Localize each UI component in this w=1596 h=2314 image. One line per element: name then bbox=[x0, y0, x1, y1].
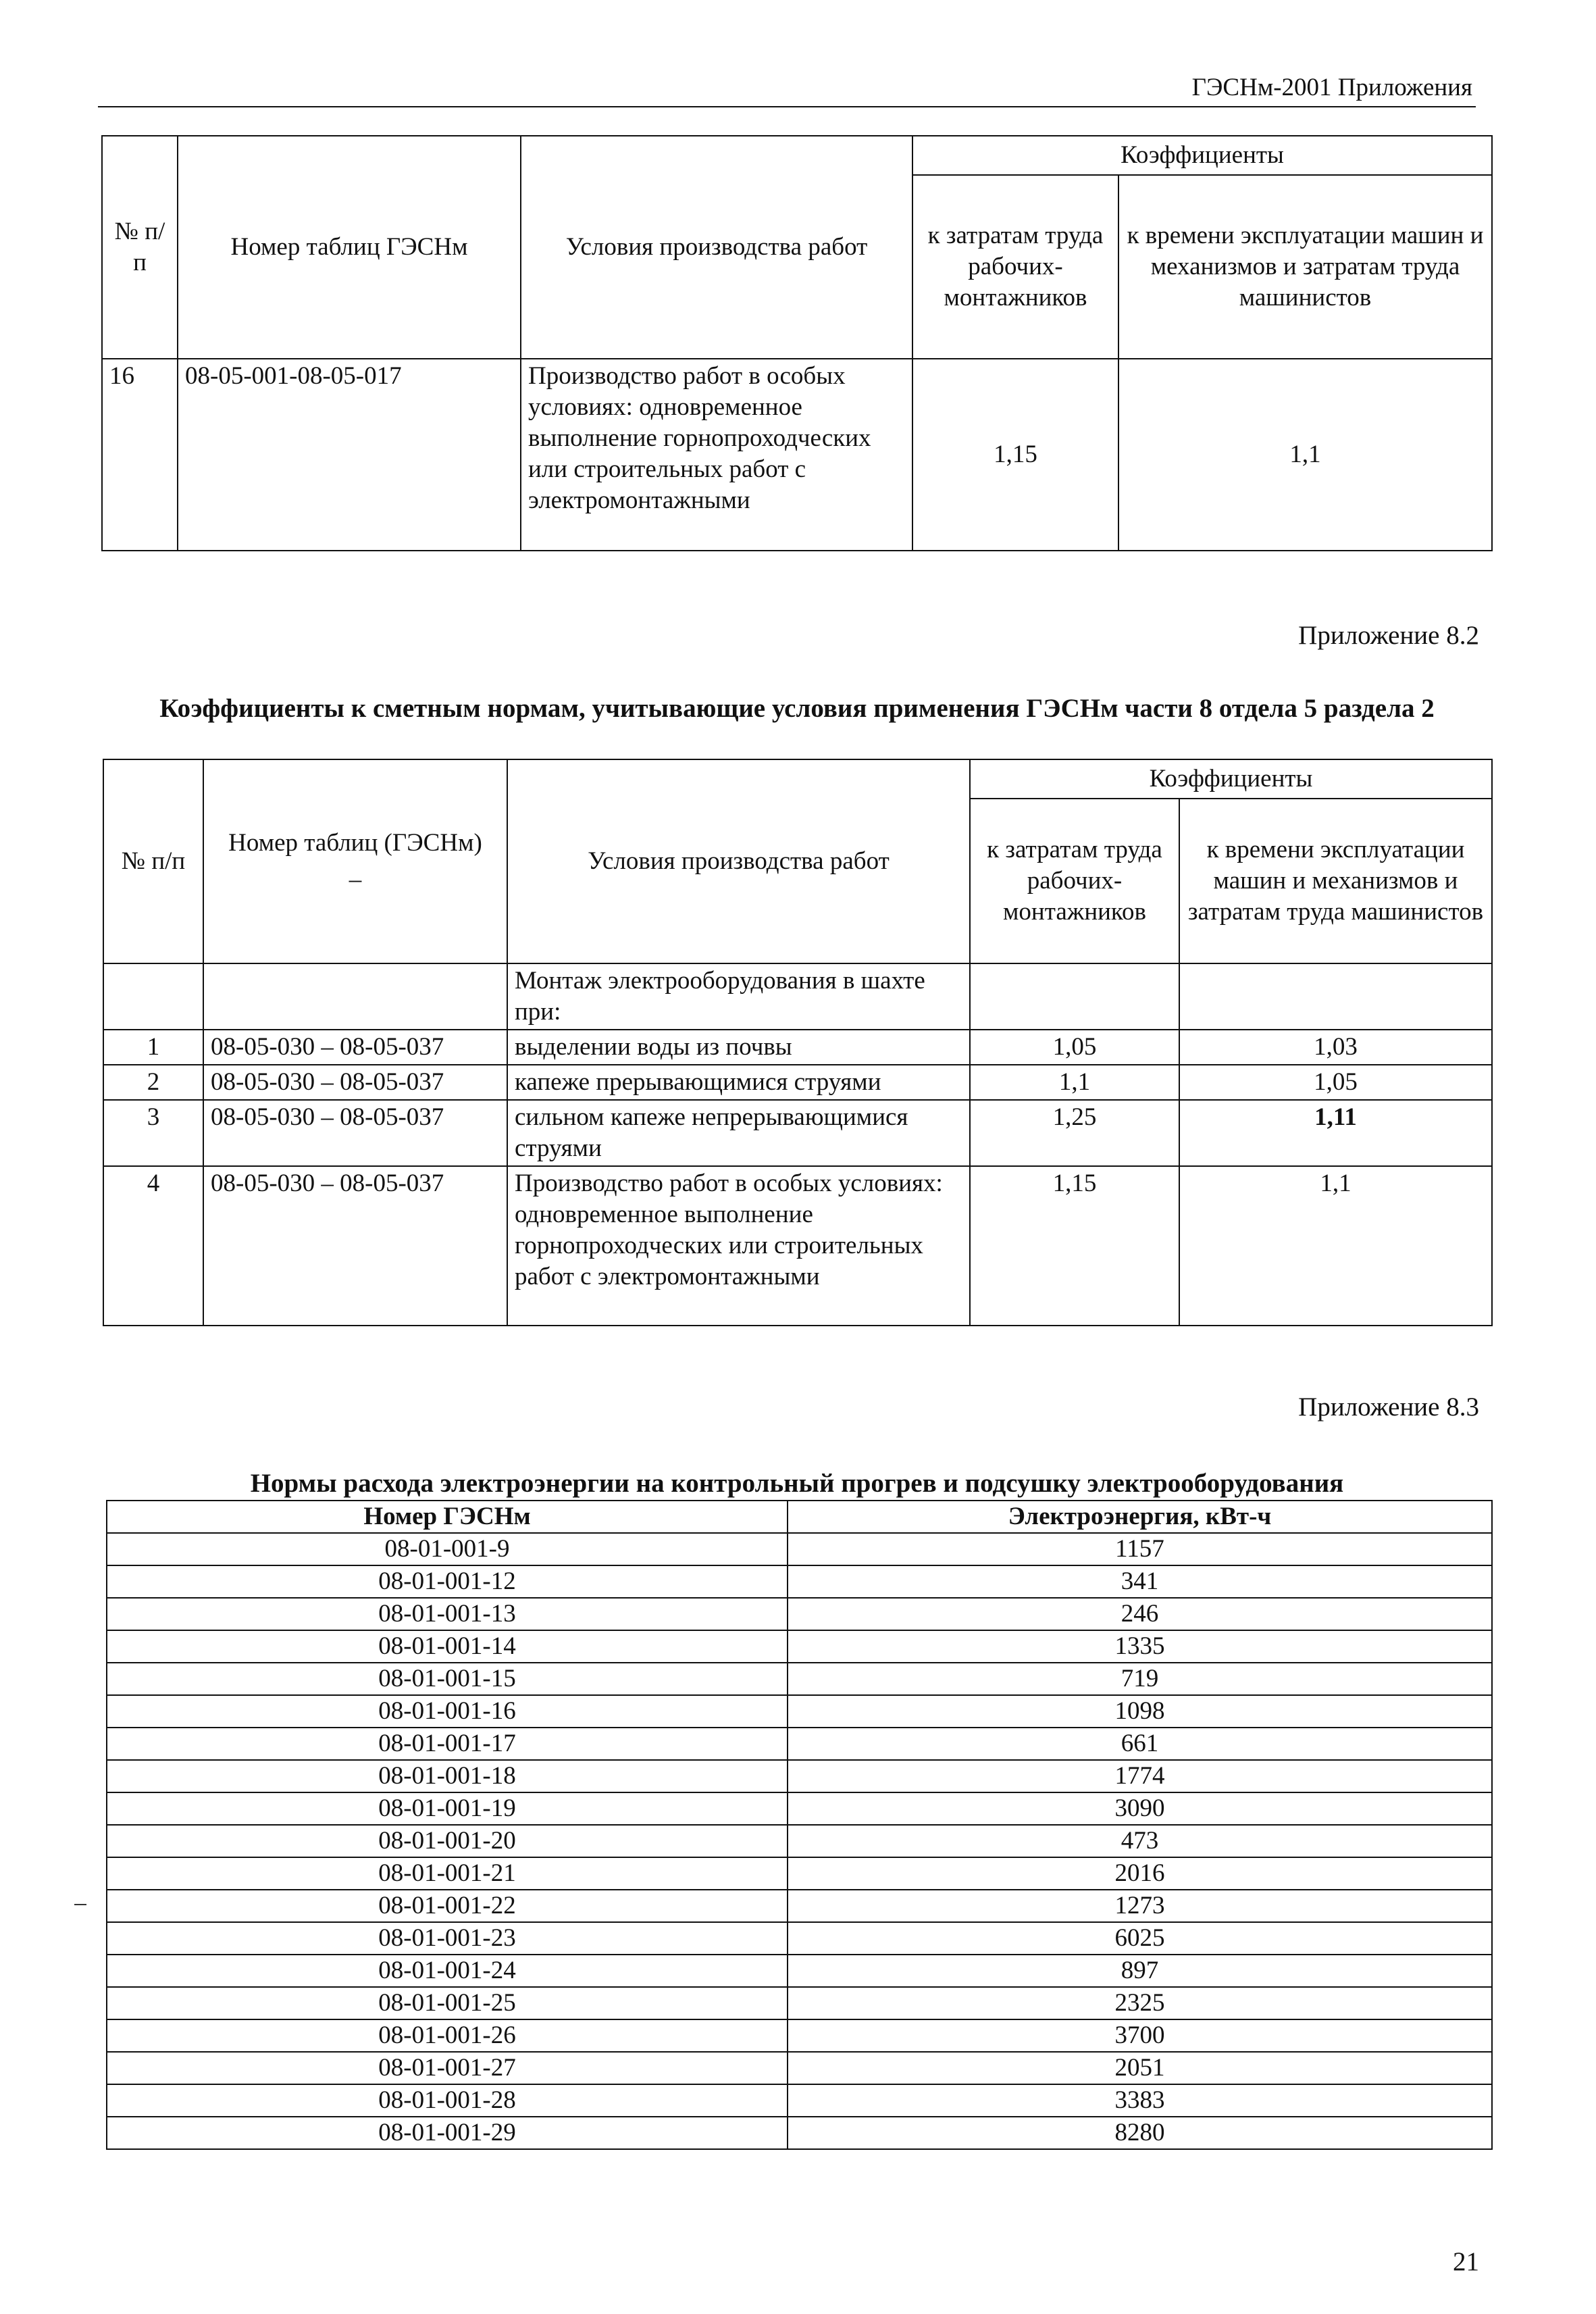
row-energy: 719 bbox=[788, 1663, 1492, 1695]
header-tables-label: Номер таблиц (ГЭСНм) bbox=[228, 829, 482, 857]
row-energy: 1774 bbox=[788, 1760, 1492, 1792]
header-coef-machine: к времени эксплуатации машин и механизмов и затратам труда машинистов bbox=[1118, 175, 1492, 359]
header-conditions: Условия производства работ bbox=[507, 759, 970, 963]
row-code: 08-01-001-9 bbox=[107, 1533, 788, 1565]
row-code: 08-01-001-26 bbox=[107, 2019, 788, 2052]
row-energy: 3090 bbox=[788, 1792, 1492, 1825]
table-row bbox=[107, 1728, 1492, 1760]
row-code: 08-01-001-23 bbox=[107, 1922, 788, 1955]
header-tables-mark: – bbox=[349, 865, 362, 893]
header-tables bbox=[203, 759, 507, 963]
table-row bbox=[107, 1695, 1492, 1728]
header-coef-labor: к затратам труда рабочих-монтажников bbox=[912, 175, 1118, 359]
row-energy: 3383 bbox=[788, 2084, 1492, 2117]
row-coef-labor: 1,15 bbox=[912, 359, 1118, 551]
row-code: 08-01-001-19 bbox=[107, 1792, 788, 1825]
row-conditions: Производство работ в особых условиях: одновременное выполнение горнопроходческих или строительных работ с электромонтажными bbox=[521, 359, 912, 551]
row-energy: 6025 bbox=[788, 1922, 1492, 1955]
row-energy: 2016 bbox=[788, 1857, 1492, 1890]
row-code: 08-01-001-16 bbox=[107, 1695, 788, 1728]
row-energy: 246 bbox=[788, 1598, 1492, 1630]
row-energy: 1098 bbox=[788, 1695, 1492, 1728]
table-row bbox=[107, 1857, 1492, 1890]
row-energy: 473 bbox=[788, 1825, 1492, 1857]
row-num: 2 bbox=[103, 1065, 203, 1100]
row-coef-machine: 1,03 bbox=[1179, 1030, 1492, 1065]
row-energy: 2325 bbox=[788, 1987, 1492, 2019]
table-row bbox=[107, 1825, 1492, 1857]
row-energy: 341 bbox=[788, 1565, 1492, 1598]
table-row bbox=[107, 2084, 1492, 2117]
appendix-8-3-title: Нормы расхода электроэнергии на контрольный прогрев и подсушку электрооборудования bbox=[250, 1469, 1344, 1498]
header-code: Номер ГЭСНм bbox=[107, 1501, 788, 1533]
row-code: 08-01-001-14 bbox=[107, 1630, 788, 1663]
row-conditions: Производство работ в особых условиях: одновременное выполнение горнопроходческих или строительных работ с электромонтажными bbox=[507, 1166, 970, 1326]
row-coef-machine: 1,1 bbox=[1118, 359, 1492, 551]
table-row bbox=[107, 2117, 1492, 2149]
row-coef-machine: 1,1 bbox=[1179, 1166, 1492, 1326]
row-coef-labor: 1,15 bbox=[970, 1166, 1179, 1326]
row-energy: 1273 bbox=[788, 1890, 1492, 1922]
row-code: 08-01-001-25 bbox=[107, 1987, 788, 2019]
row-energy: 897 bbox=[788, 1955, 1492, 1987]
appendix-8-2-table bbox=[103, 759, 1493, 1326]
row-tables: 08-05-030 – 08-05-037 bbox=[203, 1065, 507, 1100]
header-num: № п/п bbox=[103, 759, 203, 963]
header-rule bbox=[98, 106, 1476, 107]
appendix-8-3-label: Приложение 8.3 bbox=[1298, 1392, 1479, 1422]
table-row bbox=[107, 1663, 1492, 1695]
table-row bbox=[107, 1598, 1492, 1630]
row-code: 08-01-001-28 bbox=[107, 2084, 788, 2117]
row-code: 08-01-001-20 bbox=[107, 1825, 788, 1857]
row-tables: 08-05-030 – 08-05-037 bbox=[203, 1100, 507, 1166]
table-row bbox=[107, 1760, 1492, 1792]
row-code: 08-01-001-22 bbox=[107, 1890, 788, 1922]
header-coef-group: Коэффициенты bbox=[912, 136, 1492, 175]
table-row bbox=[103, 1166, 1492, 1326]
table-row bbox=[107, 1630, 1492, 1663]
row-num: 4 bbox=[103, 1166, 203, 1326]
table-row bbox=[107, 1955, 1492, 1987]
table-row bbox=[103, 963, 1492, 1030]
scan-mark bbox=[74, 1904, 86, 1905]
table-row bbox=[103, 1100, 1492, 1166]
appendix-8-3-table bbox=[106, 1500, 1493, 2150]
row-code: 08-01-001-29 bbox=[107, 2117, 788, 2149]
row-code: 08-01-001-18 bbox=[107, 1760, 788, 1792]
row-energy: 1335 bbox=[788, 1630, 1492, 1663]
table-row bbox=[103, 1065, 1492, 1100]
table-row bbox=[107, 1987, 1492, 2019]
row-code: 08-01-001-24 bbox=[107, 1955, 788, 1987]
coefficients-table-continued bbox=[101, 135, 1493, 551]
table-row bbox=[107, 1533, 1492, 1565]
row-code: 08-01-001-12 bbox=[107, 1565, 788, 1598]
table-row bbox=[107, 2019, 1492, 2052]
row-coef-labor: 1,25 bbox=[970, 1100, 1179, 1166]
row-tables: 08-05-030 – 08-05-037 bbox=[203, 1166, 507, 1326]
row-code: 08-01-001-21 bbox=[107, 1857, 788, 1890]
header-coef-machine: к времени эксплуатации машин и механизмов и затратам труда машинистов bbox=[1179, 799, 1492, 963]
row-conditions: выделении воды из почвы bbox=[507, 1030, 970, 1065]
row-code: 08-01-001-27 bbox=[107, 2052, 788, 2084]
row-energy: 1157 bbox=[788, 1533, 1492, 1565]
row-tables: 08-05-001-08-05-017 bbox=[178, 359, 521, 551]
row-code: 08-01-001-13 bbox=[107, 1598, 788, 1630]
row-energy: 8280 bbox=[788, 2117, 1492, 2149]
header-tables: Номер таблиц ГЭСНм bbox=[178, 136, 521, 359]
header-conditions: Условия производства работ bbox=[521, 136, 912, 359]
row-coef-machine: 1,05 bbox=[1179, 1065, 1492, 1100]
header-energy: Электроэнергия, кВт-ч bbox=[788, 1501, 1492, 1533]
row-coef-machine: 1,11 bbox=[1179, 1100, 1492, 1166]
row-num: 1 bbox=[103, 1030, 203, 1065]
header-coef-labor: к затратам труда рабочих-монтажников bbox=[970, 799, 1179, 963]
table-row bbox=[107, 1565, 1492, 1598]
table-row bbox=[107, 1792, 1492, 1825]
table-row bbox=[103, 1030, 1492, 1065]
row-conditions: сильном капеже непрерывающимися струями bbox=[507, 1100, 970, 1166]
row-num: 3 bbox=[103, 1100, 203, 1166]
row-energy: 661 bbox=[788, 1728, 1492, 1760]
appendix-8-2-title: Коэффициенты к сметным нормам, учитывающие условия применения ГЭСНм части 8 отдела 5 раздела 2 bbox=[159, 694, 1435, 723]
table-row bbox=[107, 1890, 1492, 1922]
row-code: 08-01-001-17 bbox=[107, 1728, 788, 1760]
row-tables: 08-05-030 – 08-05-037 bbox=[203, 1030, 507, 1065]
row-energy: 3700 bbox=[788, 2019, 1492, 2052]
header-coef-group: Коэффициенты bbox=[970, 759, 1492, 799]
header-num: № п/п bbox=[102, 136, 178, 359]
row-num: 16 bbox=[102, 359, 178, 551]
row-code: 08-01-001-15 bbox=[107, 1663, 788, 1695]
table-row bbox=[107, 2052, 1492, 2084]
appendix-8-2-label: Приложение 8.2 bbox=[1298, 621, 1479, 650]
row-energy: 2051 bbox=[788, 2052, 1492, 2084]
row-coef-labor: 1,05 bbox=[970, 1030, 1179, 1065]
intro-conditions: Монтаж электрооборудования в шахте при: bbox=[507, 963, 970, 1030]
row-conditions: капеже прерывающимися струями bbox=[507, 1065, 970, 1100]
running-header: ГЭСНм-2001 Приложения bbox=[1191, 74, 1472, 101]
table-row bbox=[107, 1922, 1492, 1955]
row-coef-labor: 1,1 bbox=[970, 1065, 1179, 1100]
table-row bbox=[102, 359, 1492, 551]
page-number: 21 bbox=[1453, 2247, 1479, 2276]
